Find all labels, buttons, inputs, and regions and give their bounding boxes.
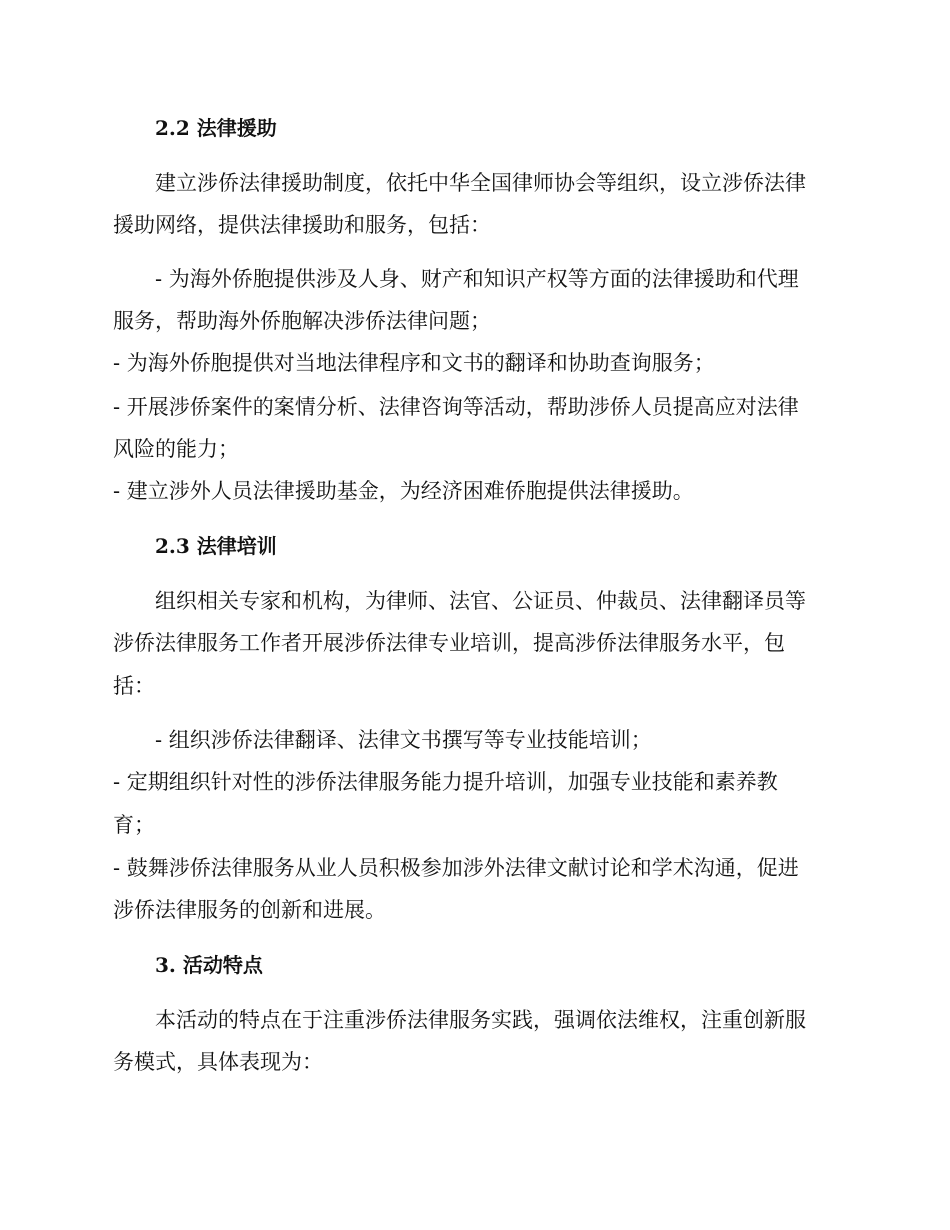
list-item-line: 育； bbox=[113, 813, 155, 837]
list-item-line: - 组织涉侨法律翻译、法律文书撰写等专业技能培训； bbox=[155, 728, 652, 752]
paragraph-line: 组织相关专家和机构，为律师、法官、公证员、仲裁员、法律翻译员等 bbox=[155, 589, 806, 613]
paragraph-line: 务模式，具体表现为： bbox=[113, 1050, 323, 1074]
list-item-line: - 为海外侨胞提供涉及人身、财产和知识产权等方面的法律援助和代理 bbox=[155, 267, 799, 291]
list-item-line: - 开展涉侨案件的案情分析、法律咨询等活动，帮助涉侨人员提高应对法律 bbox=[113, 395, 799, 419]
paragraph-line: 括： bbox=[113, 674, 155, 698]
section-heading-2-3: 2.3 法律培训 bbox=[155, 534, 277, 558]
paragraph-line: 涉侨法律服务工作者开展涉侨法律专业培训，提高涉侨法律服务水平，包 bbox=[113, 631, 785, 655]
section-heading-2-2: 2.2 法律援助 bbox=[155, 116, 277, 140]
paragraph-line: 本活动的特点在于注重涉侨法律服务实践，强调依法维权，注重创新服 bbox=[155, 1008, 806, 1032]
list-item-line: 风险的能力； bbox=[113, 437, 239, 461]
list-item-line: 服务，帮助海外侨胞解决涉侨法律问题； bbox=[113, 309, 491, 333]
section-heading-3: 3. 活动特点 bbox=[155, 953, 263, 977]
list-item-line: 涉侨法律服务的创新和进展。 bbox=[113, 898, 386, 922]
list-item-line: - 定期组织针对性的涉侨法律服务能力提升培训，加强专业技能和素养教 bbox=[113, 770, 778, 794]
list-item-line: - 建立涉外人员法律援助基金，为经济困难侨胞提供法律援助。 bbox=[113, 479, 694, 503]
list-item-line: - 鼓舞涉侨法律服务从业人员积极参加涉外法律文献讨论和学术沟通，促进 bbox=[113, 856, 799, 880]
paragraph-line: 建立涉侨法律援助制度，依托中华全国律师协会等组织，设立涉侨法律 bbox=[155, 171, 806, 195]
paragraph-line: 援助网络，提供法律援助和服务，包括： bbox=[113, 213, 491, 237]
list-item-line: - 为海外侨胞提供对当地法律程序和文书的翻译和协助查询服务； bbox=[113, 351, 715, 375]
